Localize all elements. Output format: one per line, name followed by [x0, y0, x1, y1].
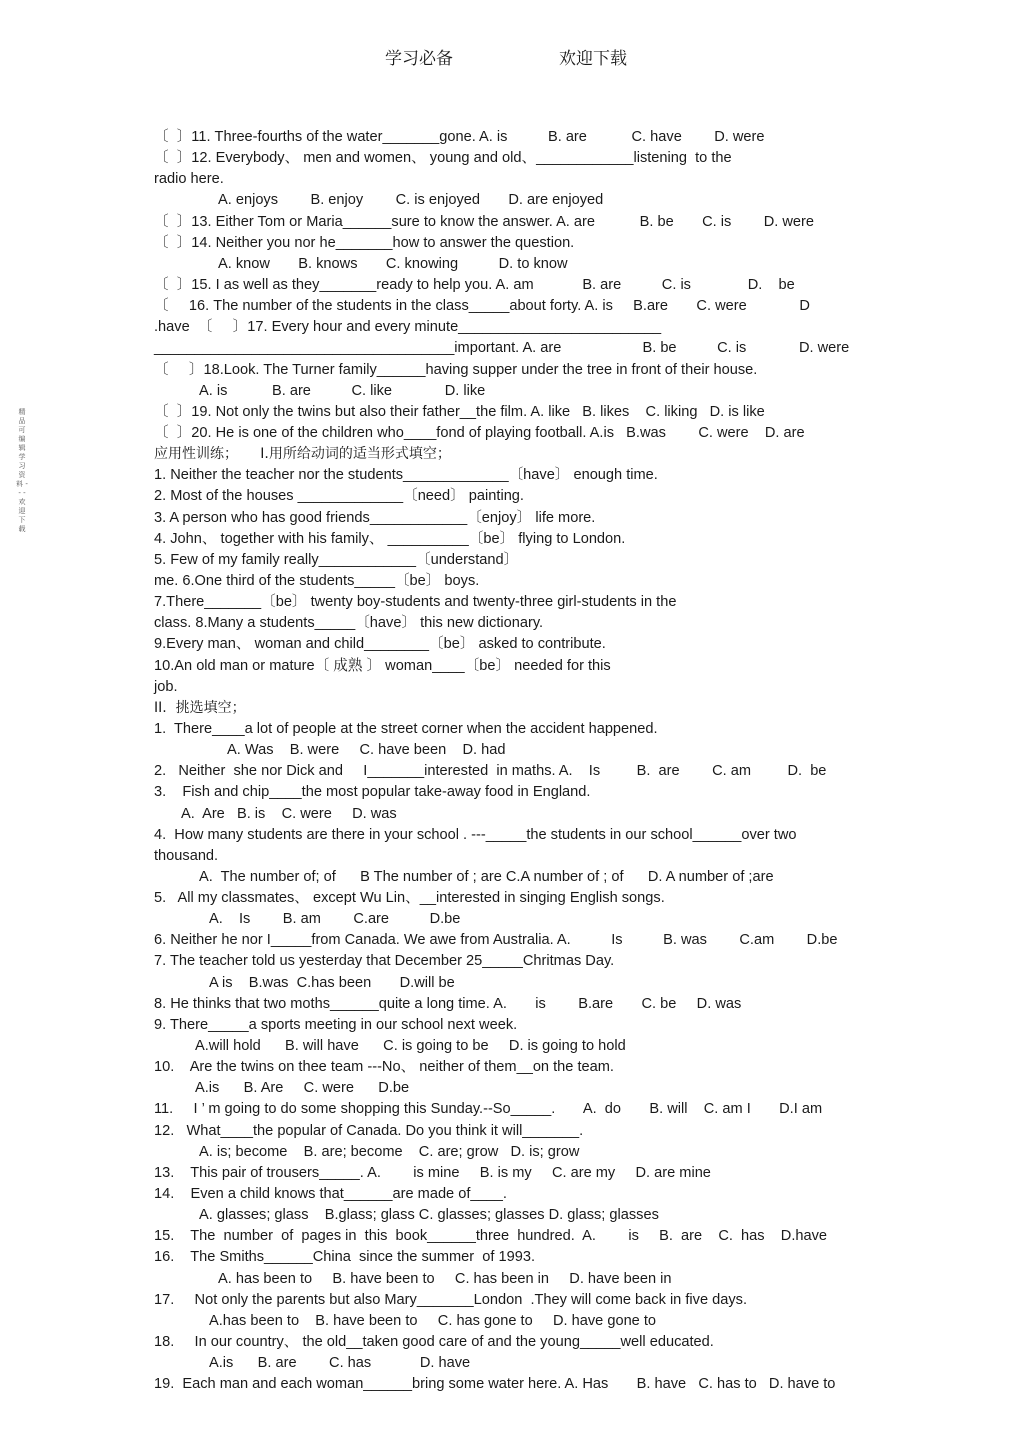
worksheet-line: 3. A person who has good friends____________〔enjoy〕 life more.: [154, 509, 596, 526]
worksheet-line: 9. There_____a sports meeting in our school next week.: [154, 1016, 518, 1033]
worksheet-line: A. glasses; glass B.glass; glass C. glasses; glasses D. glass; glasses: [199, 1207, 659, 1224]
worksheet-line: job.: [154, 678, 178, 695]
worksheet-line: A. is; become B. are; become C. are; grow D. is; grow: [199, 1143, 580, 1160]
worksheet-line: 1. There____a lot of people at the street corner when the accident happened.: [154, 720, 658, 737]
worksheet-line: 3. Fish and chip____the most popular take-away food in England.: [154, 784, 591, 801]
worksheet-line: A.is B. are C. has D. have: [209, 1355, 471, 1372]
worksheet-line: II. 挑选填空；: [154, 699, 246, 716]
worksheet-line: 应用性训练； I.用所给动词的适当形式填空；: [154, 446, 451, 463]
worksheet-line: A.has been to B. have been to C. has gone to D. have gone to: [209, 1312, 657, 1329]
worksheet-line: radio here.: [154, 171, 224, 188]
worksheet-line: 4. How many students are there in your school . ---_____the students in our school______over two: [154, 826, 797, 843]
worksheet-line: A. has been to B. have been to C. has been in D. have been in: [218, 1270, 672, 1287]
worksheet-line: 〔 〕12. Everybody、 men and women、 young and old、____________listening to the: [154, 150, 732, 167]
worksheet-line: 〔 〕20. He is one of the children who____fond of playing football. A.is B.was C. were D. are: [154, 424, 805, 441]
worksheet-line: 8. He thinks that two moths______quite a long time. A. is B.are C. be D. was: [154, 995, 742, 1012]
worksheet-line: A. know B. knows C. knowing D. to know: [218, 255, 568, 272]
worksheet-line: 18. In our country、 the old__taken good care of and the young_____well educated.: [154, 1334, 714, 1351]
worksheet-line: _____________________________________important. A. are B. be C. is D. were: [154, 340, 850, 357]
worksheet-line: 〔 〕19. Not only the twins but also their father__the film. A. like B. likes C. liking D. is like: [154, 403, 765, 420]
worksheet-line: 10. Are the twins on thee team ---No、 neither of them__on the team.: [154, 1059, 614, 1076]
worksheet-line: 〔 16. The number of the students in the class_____about forty. A. is B.are C. were D: [154, 298, 810, 315]
worksheet-line: 〔 〕11. Three-fourths of the water_______gone. A. is B. are C. have D. were: [154, 129, 765, 145]
worksheet-line: A. Was B. were C. have been D. had: [227, 742, 506, 759]
worksheet-line: me. 6.One third of the students_____〔be〕 boys.: [154, 572, 480, 589]
worksheet-line: 2. Most of the houses _____________〔need〕 painting.: [154, 488, 524, 505]
worksheet-line: 〔 〕14. Neither you nor he_______how to answer the question.: [154, 234, 575, 251]
worksheet-line: 5. All my classmates、 except Wu Lin、__interested in singing English songs.: [154, 890, 665, 907]
header-right-text: 欢迎下载: [559, 49, 627, 69]
worksheet-line: A is B.was C.has been D.will be: [209, 974, 455, 991]
worksheet-line: A.is B. Are C. were D.be: [195, 1080, 410, 1097]
worksheet-line: 19. Each man and each woman______bring some water here. A. Has B. have C. has to D. have to: [154, 1376, 836, 1393]
worksheet-line: 〔 〕18.Look. The Turner family______having supper under the tree in front of their house.: [154, 361, 758, 378]
worksheet-line: 9.Every man、 woman and child________〔be〕 asked to contribute.: [154, 636, 606, 653]
worksheet-line: 5. Few of my family really____________〔understand〕: [154, 551, 519, 568]
worksheet-line: 11. I ’ m going to do some shopping this Sunday.--So_____. A. do B. will C. am I D.I am: [154, 1101, 823, 1118]
worksheet-line: A. enjoys B. enjoy C. is enjoyed D. are enjoyed: [218, 192, 604, 209]
worksheet-line: 1. Neither the teacher nor the students_____________〔have〕 enough time.: [154, 467, 658, 484]
worksheet-line: thousand.: [154, 847, 219, 864]
header-left-text: 学习必备: [385, 49, 453, 69]
worksheet-line: 15. The number of pages in this book______three hundred. A. is B. are C. has D.have: [154, 1228, 828, 1245]
worksheet-line: 7. The teacher told us yesterday that December 25_____Chritmas Day.: [154, 953, 615, 970]
worksheet-line: 17. Not only the parents but also Mary_______London .They will come back in five days.: [154, 1291, 747, 1308]
worksheet-line: A. The number of; of B The number of ; are C.A number of ; of D. A number of ;are: [199, 868, 774, 885]
worksheet-line: 12. What____the popular of Canada. Do you think it will_______.: [154, 1122, 584, 1139]
worksheet-line: .have 〔 〕17. Every hour and every minute_________________________: [154, 319, 662, 336]
worksheet-line: 4. John、 together with his family、 __________〔be〕 flying to London.: [154, 530, 626, 547]
worksheet-line: A. Are B. is C. were D. was: [181, 805, 397, 822]
worksheet-line: 13. This pair of trousers_____. A. is mine B. is my C. are my D. are mine: [154, 1164, 711, 1181]
worksheet-body: [154, 127, 874, 1395]
page-header: [0, 44, 1024, 68]
worksheet-line: A.will hold B. will have C. is going to be D. is going to hold: [195, 1038, 626, 1055]
worksheet-line: 14. Even a child knows that______are made of____.: [154, 1186, 507, 1203]
worksheet-line: 〔 〕15. I as well as they_______ready to help you. A. am B. are C. is D. be: [154, 276, 795, 293]
worksheet-line: 10.An old man or mature〔 成熟 〕 woman____〔be〕 needed for this: [154, 657, 611, 674]
worksheet-line: 〔 〕13. Either Tom or Maria______sure to know the answer. A. are B. be C. is D. were: [154, 213, 814, 230]
worksheet-line: 16. The Smiths______China since the summer of 1993.: [154, 1249, 536, 1266]
worksheet-line: class. 8.Many a students_____〔have〕 this new dictionary.: [154, 615, 544, 632]
worksheet-line: 6. Neither he nor I_____from Canada. We awe from Australia. A. Is B. was C.am D.be: [154, 932, 838, 949]
worksheet-line: 2. Neither she nor Dick and I_______interested in maths. A. Is B. are C. am D. be: [154, 763, 827, 780]
worksheet-line: 7.There_______〔be〕 twenty boy-students and twenty-three girl-students in the: [154, 594, 677, 611]
worksheet-line: A. is B. are C. like D. like: [199, 382, 486, 399]
side-watermark: 精品可编辑学习资料 - - - 欢迎下载: [16, 408, 28, 533]
worksheet-line: A. Is B. am C.are D.be: [209, 911, 461, 928]
